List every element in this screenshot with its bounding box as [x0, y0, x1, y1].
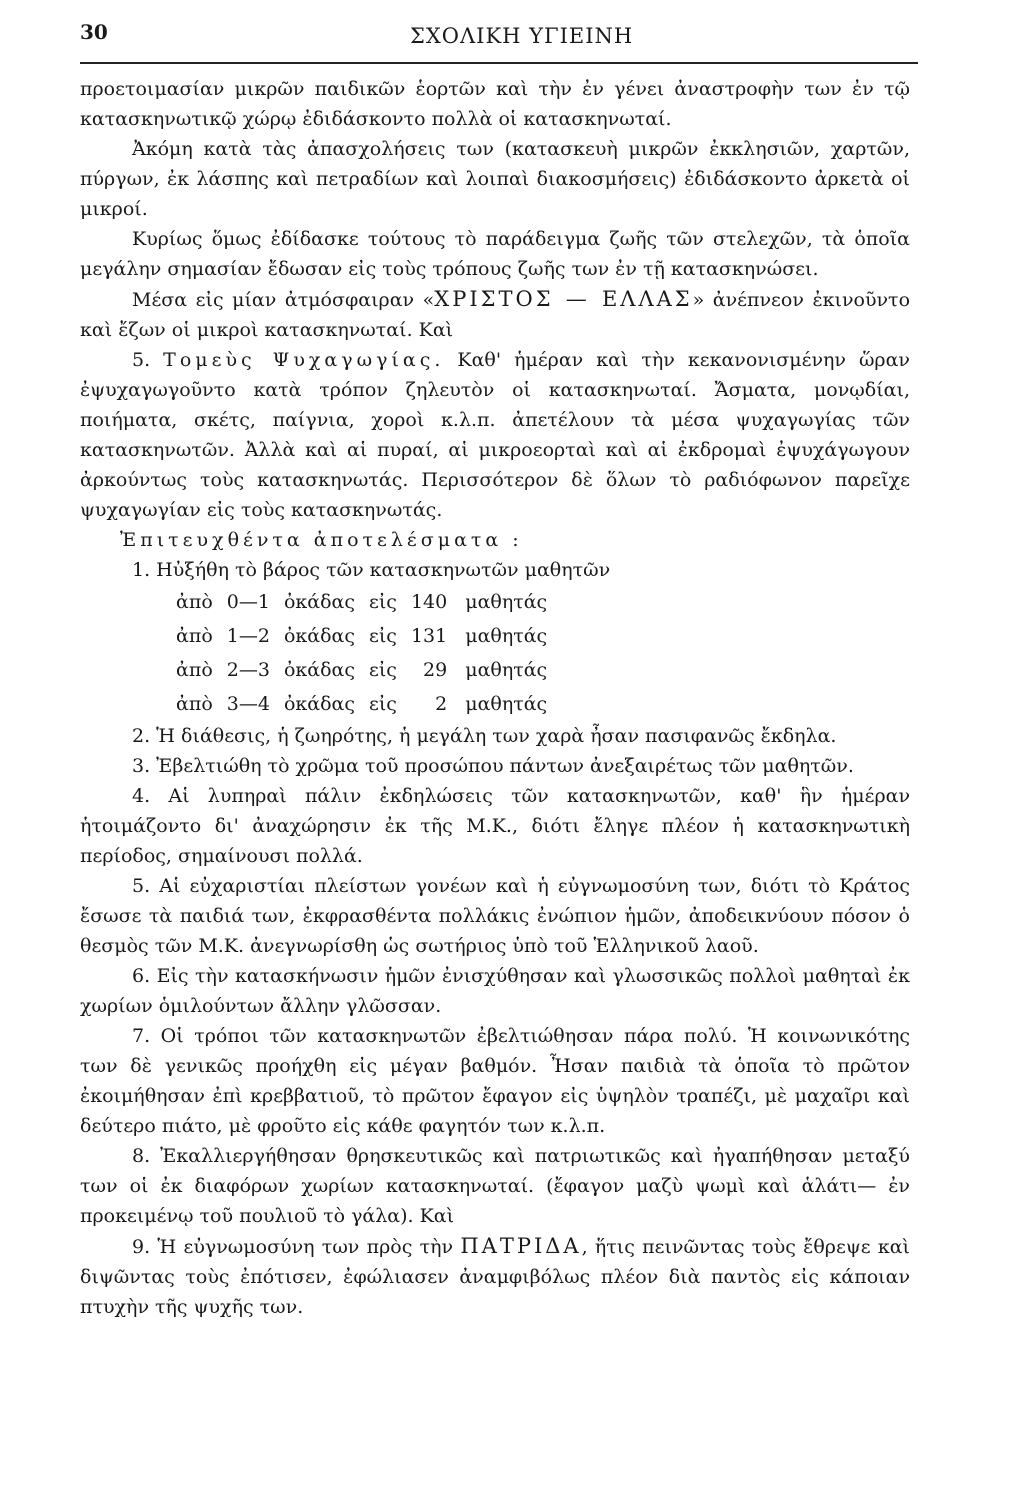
table-cell: μαθητάς: [465, 625, 548, 647]
result-item: 4. Αἱ λυπηραὶ πάλιν ἐκδηλώσεις τῶν κατασκηνωτῶν, καθ' ἣν ἡμέραν ἡτοιμάζοντο δι' ἀναχώρησιν ἐκ τῆς Μ.Κ., διότι ἔληγε πλέον ἡ κατασκηνωτικὴ περίοδος, σημαίνουσι πολλά.: [80, 785, 910, 867]
page-header: [80, 20, 918, 60]
table-cell: 131: [410, 625, 448, 647]
table-cell: ἀπὸ: [176, 625, 213, 647]
section-paragraph: [80, 345, 910, 525]
paragraph-text: Μέσα εἰς μίαν ἀτμόσφαιραν «: [132, 289, 435, 311]
result-item: 1. Ηὐξήθη τὸ βάρος τῶν κατασκηνωτῶν μαθητῶν: [132, 559, 611, 581]
result-text: , ἥτις πεινῶντας τοὺς ἔθρεψε καὶ διψῶντας τοὺς ἐπότισεν, ἐφώλιασεν ἀναμφιβόλως πλέον διὰ παντὸς εἰς κάποιαν πτυχὴν τῆς ψυχῆς των.: [80, 1236, 910, 1318]
running-title: ΣΧΟΛΙΚΗ ΥΓΙΕΙΝΗ: [410, 24, 634, 48]
result-item: 8. Ἐκαλλιεργήθησαν θρησκευτικῶς καὶ πατριωτικῶς καὶ ἠγαπήθησαν μεταξύ των οἱ ἐκ διαφόρων χωρίων κατασκηνωταί. (ἔφαγον μαζὺ ψωμὶ καὶ ἁλάτι— ἐν προκειμένῳ τοῦ πουλιοῦ τὸ γάλα). Καὶ: [80, 1145, 910, 1227]
table-cell: εἰς: [369, 625, 397, 647]
paragraph-text: » ἀνέπνεον ἐκινοῦντο καὶ ἔζων οἱ μικροὶ κατασκηνωταί. Καὶ: [80, 289, 911, 341]
section-text: Καθ' ἡμέραν καὶ τὴν κεκανονισμένην ὥραν ἐψυχαγωγοῦντο κατὰ τρόπον ζηλευτὸν οἱ κατασκηνωταί. Ἄσματα, μονῳδίαι, ποιήματα, σκέτς, παίγνια, χοροὶ κ.λ.π. ἀπετέλουν τὰ μέσα ψυχαγωγίας τῶν κατασκηνωτῶν. Ἀλλὰ καὶ αἱ πυραί, αἱ μικροεορταὶ καὶ αἱ ἐκδρομαὶ ἐψυχάγωγουν ἀρκούντως τοὺς κατασκηνωτάς. Περισσότερον δὲ ὅλων τὸ ραδιόφωνον παρεῖχε ψυχαγωγίαν εἰς τοὺς κατασκηνωτάς.: [80, 349, 910, 521]
paragraph: Κυρίως ὅμως ἐδίδασκε τούτους τὸ παράδειγμα ζωῆς τῶν στελεχῶν, τὰ ὁποῖα μεγάλην σημασίαν ἔδωσαν εἰς τοὺς τρόπους ζωῆς των ἐν τῇ κατασκηνώσει.: [80, 228, 910, 280]
motto-text: ΧΡΙΣΤΟΣ — ΕΛΛΑΣ: [434, 287, 693, 311]
table-cell: ὀκάδας: [283, 591, 356, 613]
table-cell: ὀκάδας: [283, 659, 356, 681]
table-cell: εἰς: [369, 693, 397, 715]
header-rule: [80, 62, 918, 64]
table-cell: ὀκάδας: [283, 625, 356, 647]
section-number: 5.: [132, 349, 151, 371]
table-cell: 140: [410, 591, 448, 613]
table-cell: μαθητάς: [465, 591, 548, 613]
table-cell: 2—3: [226, 659, 270, 681]
table-cell: ἀπὸ: [176, 693, 213, 715]
table-cell: εἰς: [369, 659, 397, 681]
table-row: [176, 653, 561, 687]
table-cell: μαθητάς: [465, 693, 548, 715]
table-cell: 3—4: [226, 693, 270, 715]
result-item: [80, 1231, 910, 1322]
table-cell: μαθητάς: [465, 659, 548, 681]
table-cell: εἰς: [369, 591, 397, 613]
table-cell: ἀπὸ: [176, 591, 213, 613]
result-item: 7. Οἱ τρόποι τῶν κατασκηνωτῶν ἐβελτιώθησαν πάρα πολύ. Ἡ κοινωνικότης των δὲ γενικῶς προήχθη εἰς μέγαν βαθμόν. Ἦσαν παιδιὰ τὰ ὁποῖα τὸ πρῶτον ἐκοιμήθησαν ἐπὶ κρεββατιοῦ, τὸ πρῶτον ἔφαγον εἰς ὑψηλὸν τραπέζι, μὲ μαχαῖρι καὶ δεύτερο πιάτο, μὲ φροῦτο εἰς κάθε φαγητόν των κ.λ.π.: [80, 1025, 910, 1137]
emphasized-word: ΠΑΤΡΙΔΑ: [460, 1234, 582, 1258]
section-heading: Τομεὺς Ψυχαγωγίας.: [163, 349, 445, 371]
result-item: 6. Εἰς τὴν κατασκήνωσιν ἡμῶν ἐνισχύθησαν καὶ γλωσσικῶς πολλοὶ μαθηταὶ ἐκ χωρίων ὁμιλούντων ἄλλην γλῶσσαν.: [80, 965, 910, 1017]
table-row: [176, 687, 561, 721]
paragraph: [80, 284, 910, 345]
result-text: 9. Ἡ εὐγνωμοσύνη των πρὸς τὴν: [132, 1236, 454, 1258]
table-cell: 2: [435, 693, 448, 715]
page-number: 30: [80, 20, 108, 44]
table-cell: 29: [423, 659, 448, 681]
weight-gain-table: [176, 585, 561, 721]
paragraph: Ἀκόμη κατὰ τὰς ἀπασχολήσεις των (κατασκευὴ μικρῶν ἐκκλησιῶν, χαρτῶν, πύργων, ἐκ λάσπης καὶ πετραδίων καὶ λοιπαὶ διακοσμήσεις) ἐδιδάσκοντο ἀρκετὰ οἱ μικροί.: [80, 138, 910, 220]
result-item: 5. Αἱ εὐχαριστίαι πλείστων γονέων καὶ ἡ εὐγνωμοσύνη των, διότι τὸ Κράτος ἔσωσε τὰ παιδιά των, ἐκφρασθέντα πολλάκις ἐνώπιον ἡμῶν, ἀποδεικνύουν πόσον ὁ θεσμὸς τῶν Μ.Κ. ἀνεγνωρίσθη ὡς σωτήριος ὑπὸ τοῦ Ἑλληνικοῦ λαοῦ.: [80, 875, 910, 957]
result-item: 3. Ἐβελτιώθη τὸ χρῶμα τοῦ προσώπου πάντων ἀνεξαιρέτως τῶν μαθητῶν.: [132, 755, 854, 777]
table-row: [176, 619, 561, 653]
table-cell: 0—1: [226, 591, 270, 613]
page-body: [80, 74, 910, 1322]
table-cell: ἀπὸ: [176, 659, 213, 681]
table-cell: ὀκάδας: [283, 693, 356, 715]
table-row: [176, 585, 561, 619]
paragraph: προετοιμασίαν μικρῶν παιδικῶν ἑορτῶν καὶ τὴν ἐν γένει ἀναστροφὴν των ἐν τῷ κατασκηνωτικῷ χώρῳ ἐδιδάσκοντο πολλὰ οἱ κατασκηνωταί.: [80, 78, 910, 130]
result-item: 2. Ἡ διάθεσις, ἡ ζωηρότης, ἡ μεγάλη των χαρὰ ἦσαν πασιφανῶς ἔκδηλα.: [132, 725, 837, 747]
results-title: Ἐπιτευχθέντα ἀποτελέσματα :: [120, 529, 523, 551]
table-cell: 1—2: [226, 625, 270, 647]
